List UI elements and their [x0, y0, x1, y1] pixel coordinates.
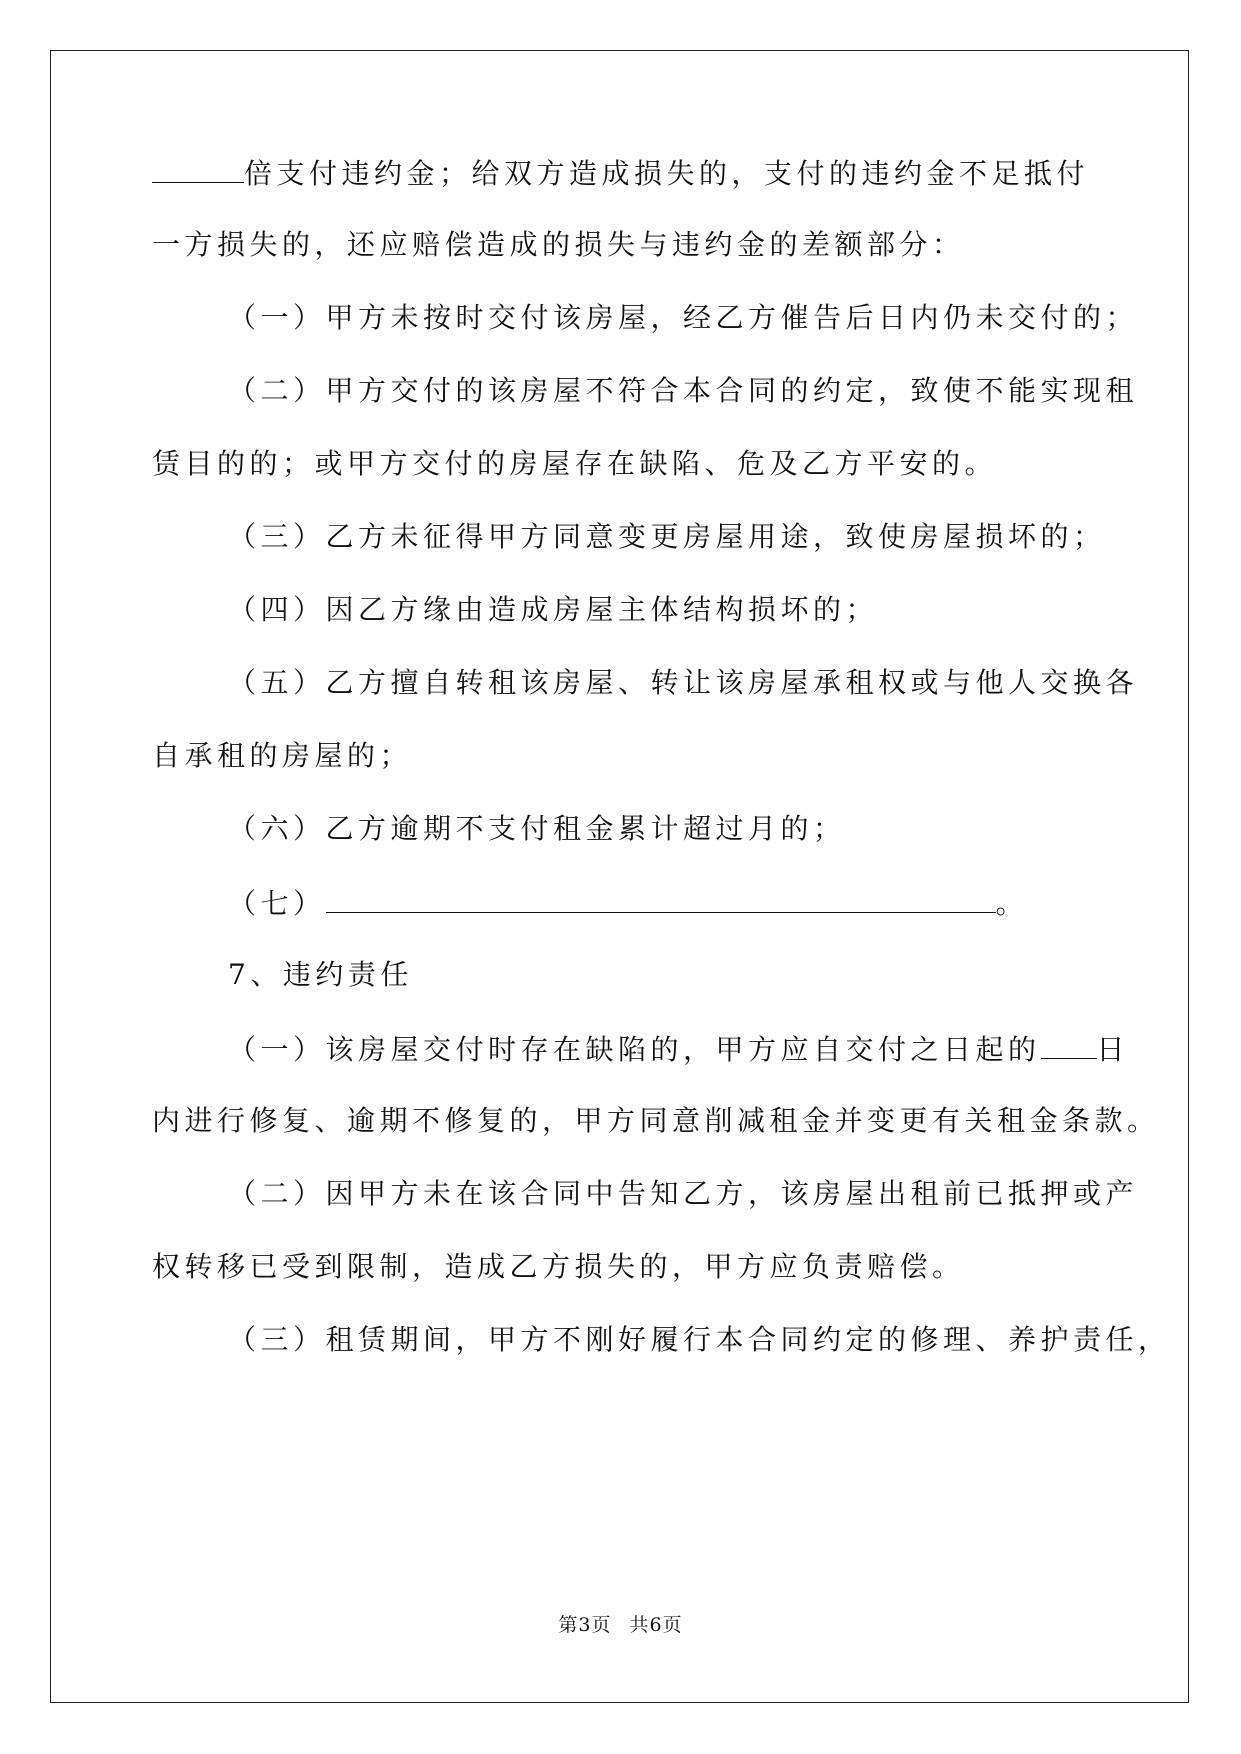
clause-2-line: （二）甲方交付的该房屋不符合本合同的约定，致使不能实现租	[228, 374, 1139, 407]
paragraph-line-blank-multiplier	[152, 152, 1089, 194]
blank-field	[1041, 1028, 1097, 1059]
blank-field	[152, 152, 244, 183]
clause-3-line: （三）乙方未征得甲方同意变更房屋用途，致使房屋损坏的；	[228, 520, 1106, 553]
clause-5-continuation: 自承租的房屋的；	[152, 739, 413, 772]
liability-1-line	[228, 1028, 1129, 1070]
clause-2-continuation: 赁目的的；或甲方交付的房屋存在缺陷、危及乙方平安的。	[152, 447, 998, 480]
clause-7-end: 。	[995, 887, 1029, 920]
page-total: 共6页	[629, 1614, 683, 1636]
line-text: 倍支付违约金；给双方造成损失的，支付的违约金不足抵付	[244, 157, 1090, 190]
blank-field	[326, 882, 996, 913]
clause-6-line: （六）乙方逾期不支付租金累计超过月的；	[228, 812, 846, 845]
liability-3-line: （三）租赁期间，甲方不刚好履行本合同约定的修理、养护责任，	[228, 1323, 1171, 1356]
clause-7-line	[228, 882, 1028, 924]
liability-2-line: （二）因甲方未在该合同中告知乙方，该房屋出租前已抵押或产	[228, 1177, 1139, 1210]
line-text: 日	[1096, 1033, 1130, 1066]
clause-7-label: （七）	[228, 887, 326, 920]
page-footer	[0, 1610, 1241, 1637]
clause-5-line: （五）乙方擅自转租该房屋、转让该房屋承租权或与他人交换各	[228, 666, 1139, 699]
section-heading-breach-liability: 7、违约责任	[228, 958, 413, 991]
line-text: （一）该房屋交付时存在缺陷的，甲方应自交付之日起的	[228, 1033, 1041, 1066]
liability-1-continuation: 内进行修复、逾期不修复的，甲方同意削减租金并变更有关租金条款。	[152, 1104, 1160, 1137]
clause-1-line: （一）甲方未按时交付该房屋，经乙方催告后日内仍未交付的；	[228, 301, 1139, 334]
clause-4-line: （四）因乙方缘由造成房屋主体结构损坏的；	[228, 593, 879, 626]
paragraph-line: 一方损失的，还应赔偿造成的损失与违约金的差额部分：	[152, 228, 965, 261]
page-number: 第3页	[558, 1614, 612, 1636]
liability-2-continuation: 权转移已受到限制，造成乙方损失的，甲方应负责赔偿。	[152, 1250, 965, 1283]
